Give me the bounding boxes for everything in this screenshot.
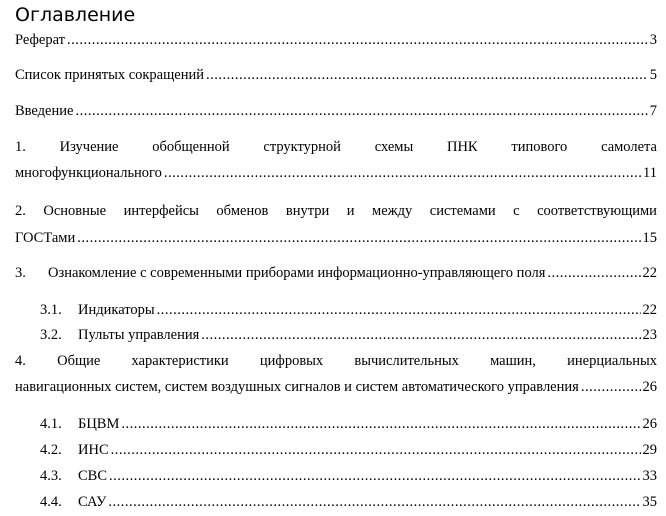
toc-entry-ch4-4[interactable] (40, 492, 657, 512)
toc-page-number: 35 (642, 494, 657, 510)
toc-entry-text: ГОСТами (15, 230, 76, 246)
toc-word: схемы (374, 139, 414, 155)
toc-word: внутри (285, 203, 330, 219)
toc-entry-number: 4.3. (40, 468, 62, 484)
toc-entry-text: ИНС (78, 442, 109, 458)
toc-dot-leader (121, 414, 640, 434)
toc-page-number: 33 (642, 468, 657, 484)
toc-dot-leader (157, 300, 641, 320)
toc-entry-text: САУ (78, 494, 107, 510)
toc-dot-leader (581, 377, 641, 397)
toc-entry-text: Индикаторы (78, 302, 155, 318)
toc-page-number: 23 (642, 327, 657, 343)
toc-entry-number: 3.1. (40, 302, 62, 318)
toc-word: цифровых (259, 353, 324, 369)
toc-entry-ch4-line1[interactable] (15, 351, 657, 371)
toc-page-number: 22 (642, 265, 657, 281)
toc-word: типового (511, 139, 568, 155)
toc-entry-ch4-3[interactable] (40, 466, 657, 486)
toc-entry-ch4-1[interactable] (40, 414, 657, 434)
toc-page-number: 26 (642, 416, 657, 432)
toc-entry-text: навигационных систем, систем воздушных сигналов и систем автоматического управления (15, 379, 579, 395)
toc-entry-text: многофункционального (15, 165, 162, 181)
toc-entry-text: Список принятых сокращений (15, 67, 204, 83)
toc-word: 4. (15, 353, 26, 369)
toc-word: Общие (57, 353, 101, 369)
toc-word: 2. (15, 203, 26, 219)
toc-entry-text: Ознакомление с современными приборами информационно-управляющего поля (48, 265, 546, 281)
toc-word: обменов (216, 203, 269, 219)
toc-page-number: 11 (643, 165, 657, 181)
toc-word: с (513, 203, 520, 219)
toc-dot-leader (547, 263, 640, 283)
toc-word: интерфейсы (123, 203, 199, 219)
toc-word: характеристики (131, 353, 229, 369)
toc-word: инерциальных (567, 353, 657, 369)
toc-dot-leader (77, 228, 640, 248)
toc-entry-referat[interactable] (15, 30, 657, 50)
toc-word: между (372, 203, 413, 219)
toc-dot-leader (164, 163, 641, 183)
toc-page-number: 29 (642, 442, 657, 458)
toc-word: вычислительных (354, 353, 459, 369)
toc-dot-leader (108, 492, 640, 512)
toc-word: машин, (490, 353, 536, 369)
toc-entry-ch2-line2[interactable] (15, 228, 657, 248)
toc-word: 1. (15, 139, 26, 155)
toc-entry-text: Пульты управления (78, 327, 200, 343)
toc-word: Изучение (59, 139, 119, 155)
toc-word: структурной (263, 139, 341, 155)
toc-dot-leader (75, 101, 647, 121)
toc-word: Основные (43, 203, 107, 219)
toc-page-number: 26 (642, 379, 657, 395)
toc-entry-intro[interactable] (15, 101, 657, 121)
toc-page-number: 22 (642, 302, 657, 318)
toc-dot-leader (67, 30, 648, 50)
toc-entry-number: 4.1. (40, 416, 62, 432)
toc-word: соответствующими (537, 203, 657, 219)
toc-word: обобщенной (152, 139, 230, 155)
toc-dot-leader (206, 65, 648, 85)
toc-entry-ch1-line1[interactable] (15, 137, 657, 157)
toc-entry-ch3[interactable] (15, 263, 657, 283)
toc-entry-number: 3. (15, 265, 26, 281)
toc-entry-ch3-1[interactable] (40, 300, 657, 320)
toc-page-number: 5 (649, 67, 657, 83)
toc-entry-ch1-line2[interactable] (15, 163, 657, 183)
toc-page-number: 7 (649, 103, 657, 119)
toc-heading: Оглавление (15, 4, 136, 26)
toc-dot-leader (111, 440, 641, 460)
toc-entry-abbreviations[interactable] (15, 65, 657, 85)
toc-page-number: 3 (649, 32, 657, 48)
toc-word: самолета (601, 139, 657, 155)
toc-entry-text: Реферат (15, 32, 65, 48)
toc-page-number: 15 (642, 230, 657, 246)
toc-word: системами (429, 203, 496, 219)
toc-entry-ch2-line1[interactable] (15, 201, 657, 221)
toc-entry-number: 4.4. (40, 494, 62, 510)
toc-entry-text: Введение (15, 103, 74, 119)
toc-entry-text: СВС (78, 468, 108, 484)
toc-dot-leader (109, 466, 640, 486)
toc-word: ПНК (446, 139, 478, 155)
toc-entry-text: БЦВМ (78, 416, 120, 432)
toc-word: и (346, 203, 355, 219)
toc-entry-number: 3.2. (40, 327, 62, 343)
toc-entry-ch4-line2[interactable] (15, 377, 657, 397)
toc-entry-number: 4.2. (40, 442, 62, 458)
toc-entry-ch4-2[interactable] (40, 440, 657, 460)
toc-dot-leader (201, 325, 640, 345)
toc-entry-ch3-2[interactable] (40, 325, 657, 345)
